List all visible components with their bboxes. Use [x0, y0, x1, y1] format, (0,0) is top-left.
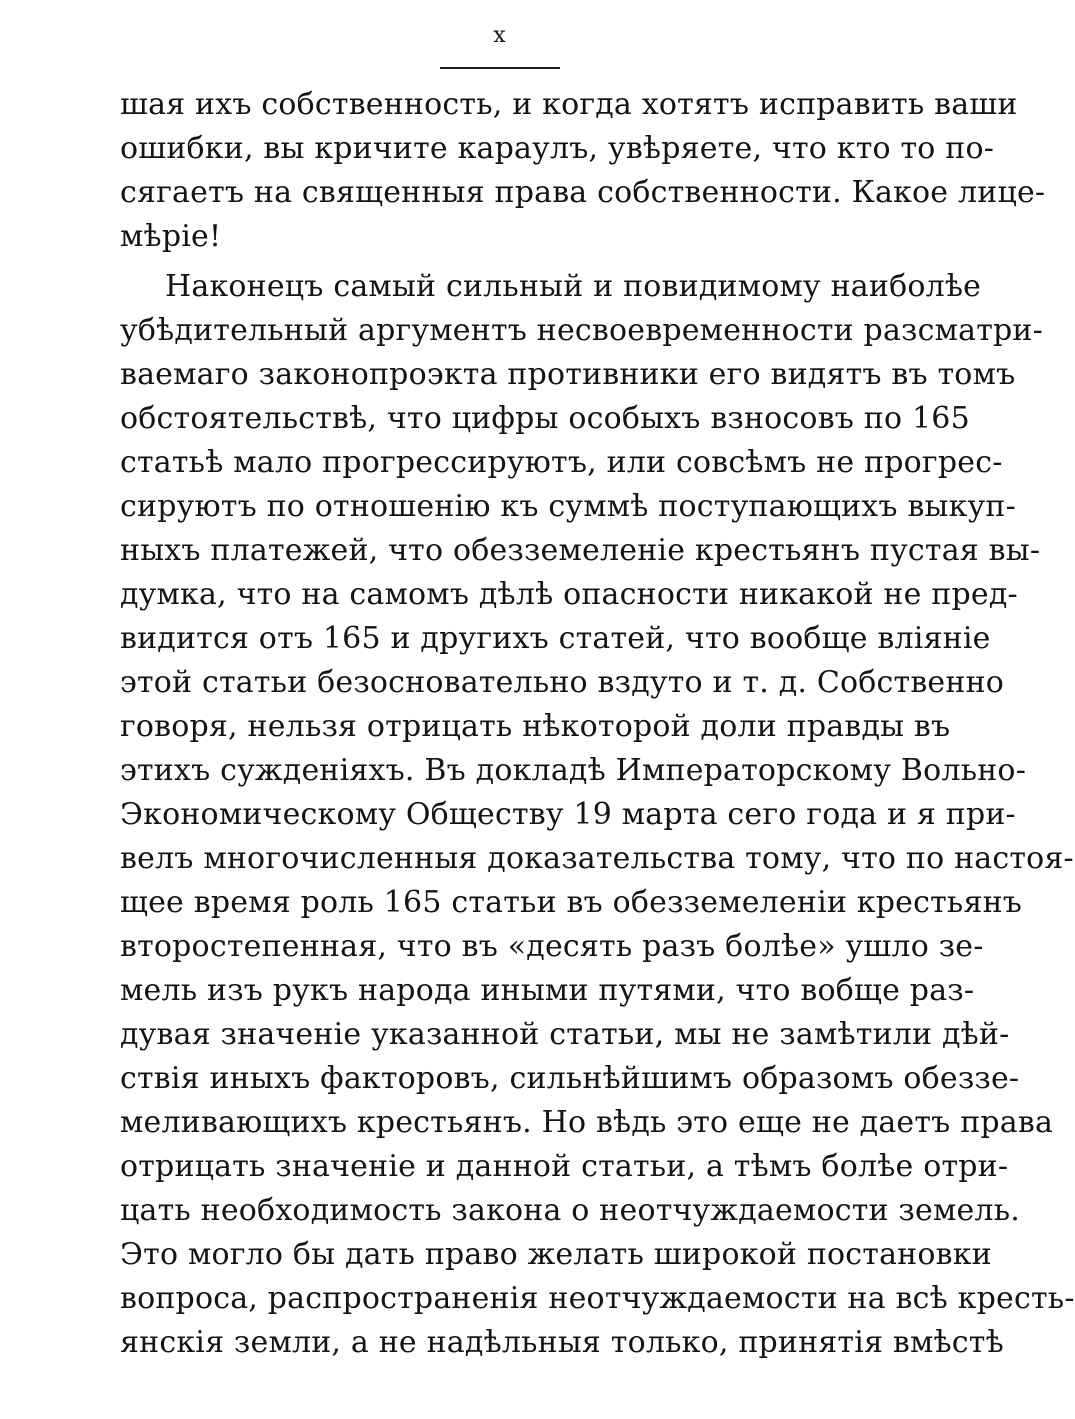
text-line: видится отъ 165 и другихъ статей, что вообще вліяніе: [120, 621, 991, 656]
text-line: статьѣ мало прогрессируютъ, или совсѣмъ не прогрес-: [120, 445, 1003, 480]
header-rule: [440, 67, 560, 69]
text-line: щее время роль 165 статьи въ обезземеленіи крестьянъ: [120, 885, 1023, 920]
page-number: x: [493, 23, 507, 48]
text-line: обстоятельствѣ, что цифры особыхъ взносовъ по 165: [120, 401, 970, 436]
text-line: Это могло бы дать право желать широкой постановки: [120, 1237, 992, 1272]
text-line: ошибки, вы кричите караулъ, увѣряете, что кто то по-: [120, 131, 995, 166]
text-line: Наконецъ самый сильный и повидимому наиболѣе: [165, 269, 982, 304]
text-line: шая ихъ собственность, и когда хотятъ исправить ваши: [120, 87, 1018, 122]
page-header: [440, 22, 560, 50]
text-line: говоря, нельзя отрицать нѣкоторой доли правды въ: [120, 709, 951, 744]
text-line: янскія земли, а не надѣльныя только, принятія вмѣстѣ: [120, 1325, 1004, 1360]
text-line: этихъ сужденіяхъ. Въ докладѣ Императорскому Вольно-: [120, 753, 1027, 788]
text-line: второстепенная, что въ «десять разъ болѣе» ушло зе-: [120, 929, 984, 964]
body-text: [120, 83, 1075, 1365]
text-line: ваемаго законопроэкта противники его видятъ въ томъ: [120, 357, 1016, 392]
text-line: велъ многочисленныя доказательства тому, что по настоя-: [120, 841, 1074, 876]
text-line: убѣдительный аргументъ несвоевременности разсматри-: [120, 313, 1043, 348]
text-line: дувая значеніе указанной статьи, мы не замѣтили дѣй-: [120, 1017, 1010, 1052]
text-line: думка, что на самомъ дѣлѣ опасности никакой не пред-: [120, 577, 1018, 612]
text-line: вопроса, распространенія неотчуждаемости на всѣ кресть-: [120, 1281, 1075, 1316]
paragraph-1: [120, 83, 1046, 259]
text-line: мѣріе!: [120, 219, 222, 254]
text-line: мель изъ рукъ народа иными путями, что вобще раз-: [120, 973, 975, 1008]
text-line: ствія иныхъ факторовъ, сильнѣйшимъ образомъ обеззе-: [120, 1061, 1020, 1096]
text-line: сируютъ по отношенію къ суммѣ поступающихъ выкуп-: [120, 489, 1016, 524]
paragraph-2: [120, 265, 1075, 1365]
text-line: отрицать значеніе и данной статьи, а тѣмъ болѣе отри-: [120, 1149, 1009, 1184]
text-line: меливающихъ крестьянъ. Но вѣдь это еще не даетъ права: [120, 1105, 1054, 1140]
text-line: этой статьи безосновательно вздуто и т. д. Собственно: [120, 665, 1005, 700]
text-line: Экономическому Обществу 19 марта сего года и я при-: [120, 797, 1016, 832]
text-line: цать необходимость закона о неотчуждаемости земель.: [120, 1193, 1020, 1228]
text-line: сягаетъ на священныя права собственности. Какое лице-: [120, 175, 1046, 210]
text-line: ныхъ платежей, что обезземеленіе крестьянъ пустая вы-: [120, 533, 1041, 568]
